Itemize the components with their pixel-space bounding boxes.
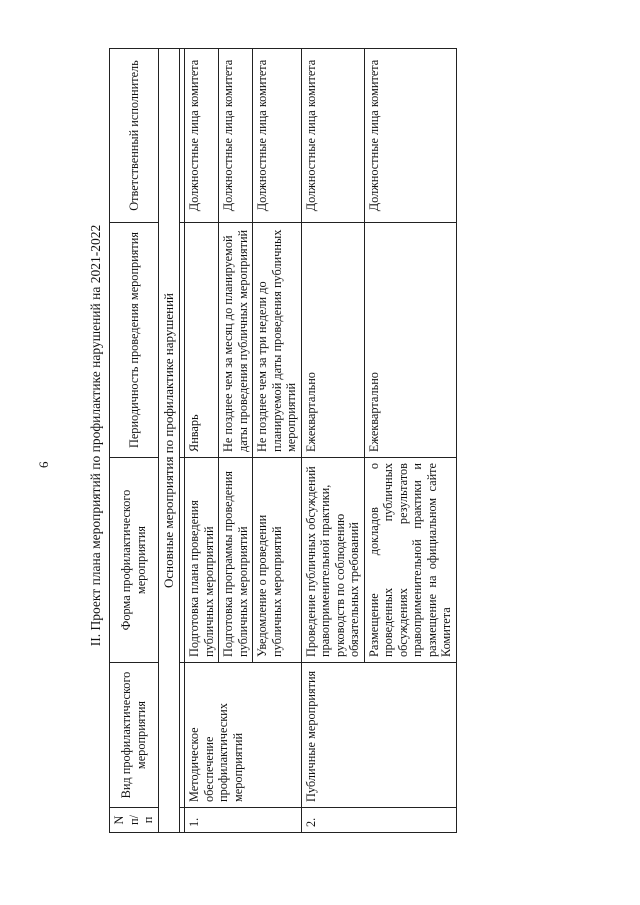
row-kind: Методическое обеспечение профилактических мероприятий (185, 663, 302, 808)
header-kind: Вид профилактического мероприятия (110, 663, 159, 808)
plan-table (109, 48, 457, 833)
rotated-content (87, 38, 573, 833)
plan-heading: II. Проект плана мероприятий по профилактике нарушений на 2021-2022 (88, 224, 103, 647)
row-number: 2. (301, 808, 456, 833)
header-row (110, 49, 159, 833)
row-form: Подготовка программы проведения публичных мероприятий (219, 458, 253, 663)
section-row (158, 49, 180, 833)
row-period: Январь (185, 223, 219, 458)
header-number: N п/п (110, 808, 159, 833)
page-number: 6 (36, 461, 51, 468)
row-period: Ежеквартально (364, 223, 456, 458)
table-row (301, 49, 364, 833)
row-kind: Публичные мероприятия (301, 663, 456, 808)
row-responsible: Должностные лица комитета (253, 49, 302, 223)
section-title: Основные мероприятия по профилактике нарушений (158, 49, 180, 833)
header-period: Периодичность проведения мероприятия (110, 223, 159, 458)
row-form: Уведомление о проведении публичных мероприятий (253, 458, 302, 663)
row-responsible: Должностные лица комитета (364, 49, 456, 223)
row-form: Подготовка плана проведения публичных мероприятий (185, 458, 219, 663)
row-responsible: Должностные лица комитета (301, 49, 364, 223)
row-period: Ежеквартально (301, 223, 364, 458)
table-row (185, 49, 219, 833)
row-responsible: Должностные лица комитета (185, 49, 219, 223)
header-responsible: Ответственный исполнитель (110, 49, 159, 223)
row-form: Проведение публичных обсуждений правоприменительной практики, руководств по соблюдению обязательных требований (301, 458, 364, 663)
header-form: Форма профилактического мероприятия (110, 458, 159, 663)
row-period: Не позднее чем за месяц до планируемой даты проведения публичных мероприятий (219, 223, 253, 458)
row-form: Размещение докладов о проведенных публичных обсуждениях результатов правоприменительной практики и размещение на официальном сайте Комитета (364, 458, 456, 663)
row-period: Не позднее чем за три недели до планируемой даты проведения публичных мероприятий (253, 223, 302, 458)
row-number: 1. (185, 808, 302, 833)
row-responsible: Должностные лица комитета (219, 49, 253, 223)
